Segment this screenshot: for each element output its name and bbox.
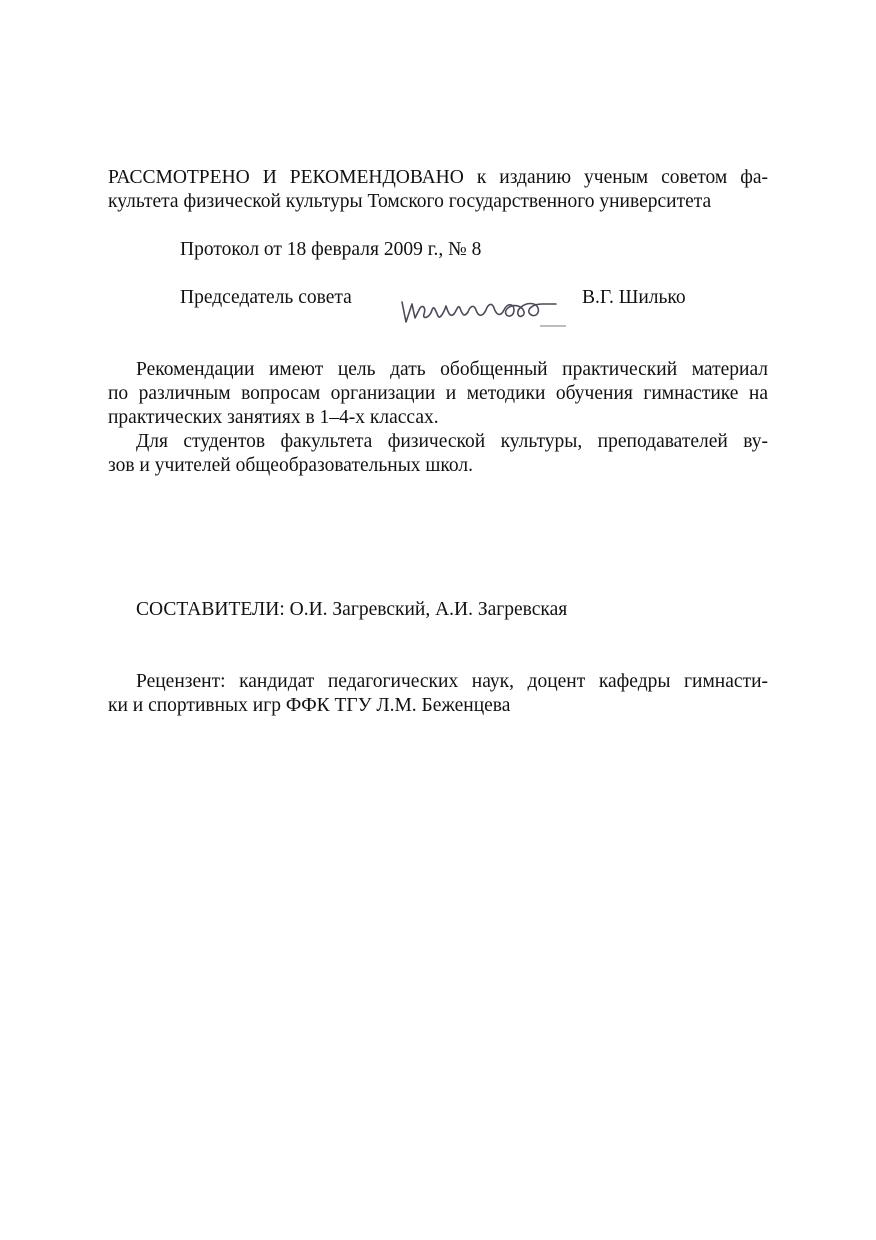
annotation-line-5: зов и учителей общеобразовательных школ. (108, 455, 474, 476)
chair-name: В.Г. Шилько (582, 287, 686, 308)
annotation-line-1: Рекомендации имеют цель дать обобщенный практический материал (136, 359, 768, 380)
approval-line-1: РАССМОТРЕНО И РЕКОМЕНДОВАНО к изданию ученым советом фа- (108, 167, 768, 188)
approval-line-2: культета физической культуры Томского государственного университета (108, 191, 712, 212)
protocol-text: Протокол от 18 февраля 2009 г., № 8 (180, 239, 482, 260)
reviewer-line-2: ки и спортивных игр ФФК ТГУ Л.М. Беженцева (108, 695, 511, 716)
annotation-line-4: Для студентов факультета физической культуры, преподавателей ву- (136, 431, 768, 452)
signature-image (390, 288, 570, 330)
reviewer-line-1: Рецензент: кандидат педагогических наук, доцент кафедры гимнасти- (136, 671, 768, 692)
chair-title: Председатель совета (180, 287, 352, 308)
annotation-line-3: практических занятиях в 1–4-х классах. (108, 407, 439, 428)
compilers-text: СОСТАВИТЕЛИ: О.И. Загревский, А.И. Загревская (136, 599, 568, 620)
annotation-line-2: по различным вопросам организации и методики обучения гимнастике на (108, 383, 768, 404)
